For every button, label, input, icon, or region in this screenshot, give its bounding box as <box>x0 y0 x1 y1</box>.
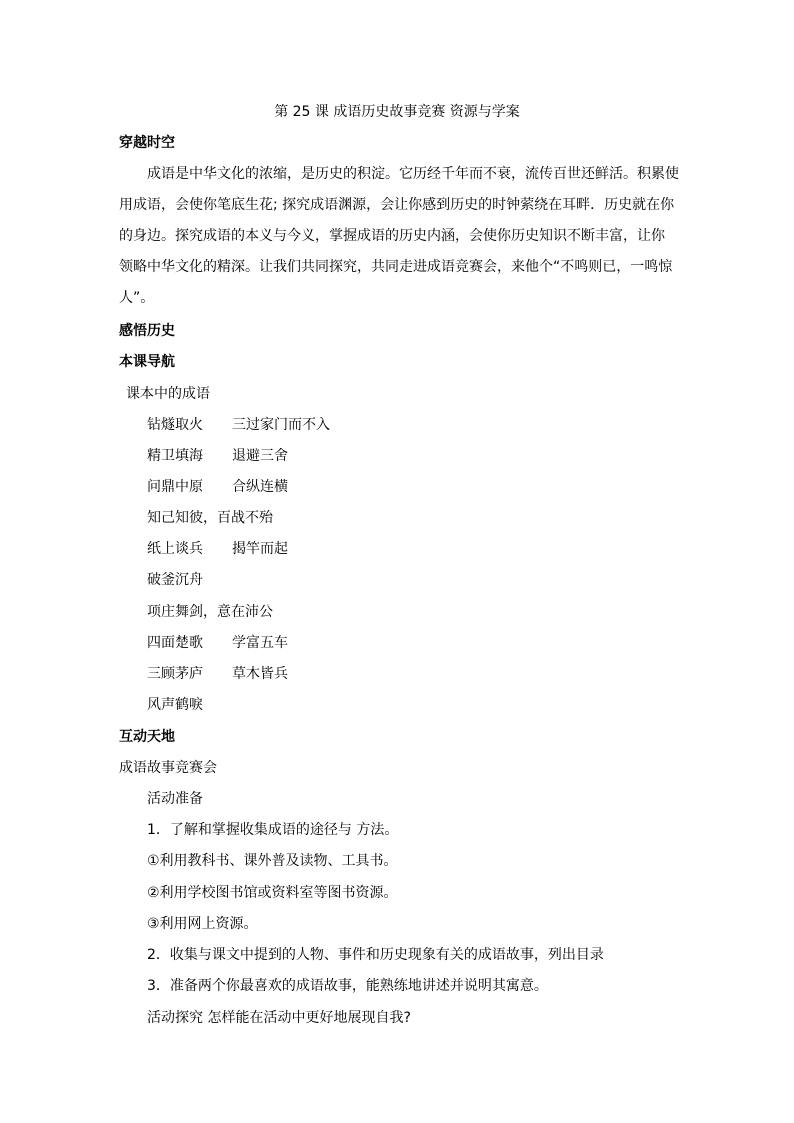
heading-daohang: 本课导航 <box>119 354 175 370</box>
idiom-row <box>147 570 203 590</box>
idiom: 草木皆兵 <box>232 666 288 682</box>
idiom: 合纵连横 <box>232 479 288 495</box>
idiom: 纸上谈兵 <box>147 541 203 557</box>
idiom: 知己知彼，百战不殆 <box>147 510 273 526</box>
intro-line: 成语是中华文化的浓缩，是历史的积淀。它历经千年而不衰，流传百世还鲜活。积累使 <box>147 166 679 182</box>
intro-line: 用成语，会使你笔底生花; 探究成语渊源，会让你感到历史的时钟萦绕在耳畔．历史就在你 <box>119 197 675 213</box>
idiom: 钻燧取火 <box>147 417 203 433</box>
idiom-row <box>147 695 203 715</box>
intro-line: 领略中华文化的精深。让我们共同探究，共同走进成语竞赛会，来他个“不鸣则已，一鸣惊 <box>119 259 673 275</box>
prep-item: ②利用学校图书馆或资料室等图书资源。 <box>147 885 398 901</box>
idiom: 三过家门而不入 <box>232 417 330 433</box>
prep-item: 3．准备两个你最喜欢的成语故事，能熟练地讲述并说明其寓意。 <box>147 978 548 994</box>
idiom: 问鼎中原 <box>147 479 203 495</box>
page-title: 第 25 课 成语历史故事竞赛 资源与学案 <box>274 104 520 120</box>
intro-line: 的身边。探究成语的本义与今义，掌握成语的历史内涵，会使你历史知识不断丰富，让你 <box>119 228 665 244</box>
idiom: 精卫填海 <box>147 448 203 464</box>
idiom-list-title: 课本中的成语 <box>126 386 210 402</box>
prep-item: 2．收集与课文中提到的人物、事件和历史现象有关的成语故事，列出目录 <box>147 947 604 963</box>
idiom: 风声鹤唳 <box>147 697 203 713</box>
idiom-row <box>147 415 330 435</box>
idiom-row <box>147 508 273 528</box>
idiom-row <box>147 602 273 622</box>
intro-line: 人”。 <box>119 290 155 306</box>
idiom: 揭竿而起 <box>232 541 288 557</box>
heading-hudong: 互动天地 <box>119 729 175 745</box>
idiom: 三顾茅庐 <box>147 666 203 682</box>
activity-title: 成语故事竞赛会 <box>119 760 217 776</box>
explore-line: 活动探究 怎样能在活动中更好地展现自我? <box>147 1010 411 1026</box>
prep-item: ③利用网上资源。 <box>147 916 258 932</box>
idiom: 四面楚歌 <box>147 635 203 651</box>
idiom-row <box>147 664 288 684</box>
idiom-row <box>147 477 288 497</box>
heading-chuanyue: 穿越时空 <box>119 135 175 151</box>
idiom-row <box>147 446 288 466</box>
idiom-row <box>147 539 288 559</box>
idiom: 学富五车 <box>232 635 288 651</box>
intro-paragraph <box>119 159 679 314</box>
idiom: 破釜沉舟 <box>147 572 203 588</box>
idiom-row <box>147 633 288 653</box>
idiom: 退避三舍 <box>232 448 288 464</box>
heading-ganwu: 感悟历史 <box>119 323 175 339</box>
prep-title: 活动准备 <box>147 791 203 807</box>
prep-item: ①利用教科书、课外普及读物、工具书。 <box>147 853 398 869</box>
idiom: 项庄舞剑，意在沛公 <box>147 604 273 620</box>
prep-item: 1．了解和掌握收集成语的途径与 方法。 <box>147 822 399 838</box>
